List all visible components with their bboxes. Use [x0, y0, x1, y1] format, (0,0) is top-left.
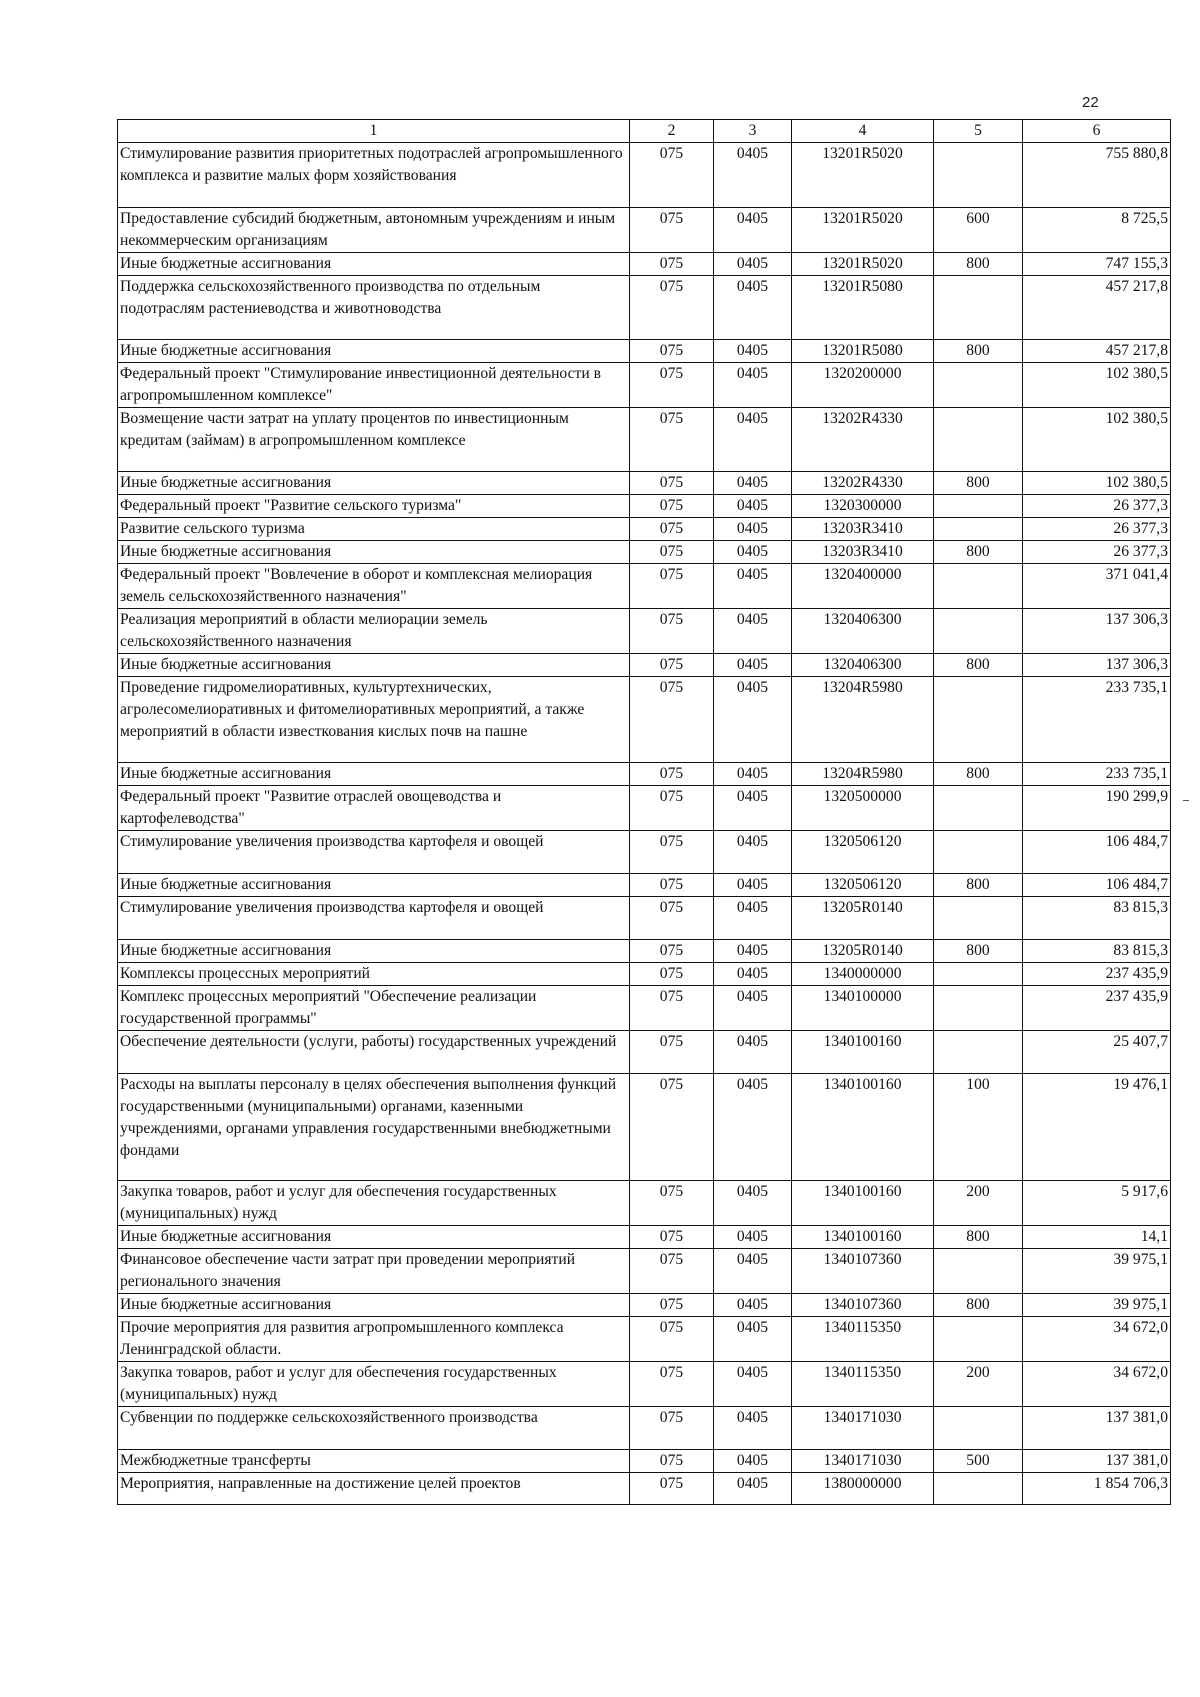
cell-section: 0405: [714, 874, 792, 897]
table-row: [118, 609, 1171, 654]
cell-target-article: 13205R0140: [792, 897, 934, 940]
table-row: [118, 1362, 1171, 1407]
cell-grbs: 075: [630, 986, 714, 1031]
cell-amount: 137 381,0: [1023, 1407, 1171, 1450]
table-row: [118, 763, 1171, 786]
cell-amount: 747 155,3: [1023, 253, 1171, 276]
cell-name: Мероприятия, направленные на достижение целей проектов: [118, 1473, 630, 1505]
table-row: [118, 208, 1171, 253]
cell-section: 0405: [714, 786, 792, 831]
table-row: [118, 963, 1171, 986]
cell-grbs: 075: [630, 1031, 714, 1074]
table-row: [118, 518, 1171, 541]
cell-name: Иные бюджетные ассигнования: [118, 472, 630, 495]
cell-amount: 5 917,6: [1023, 1181, 1171, 1226]
table-row: [118, 340, 1171, 363]
cell-target-article: 1320406300: [792, 609, 934, 654]
cell-grbs: 075: [630, 253, 714, 276]
cell-expense-kind: 800: [934, 253, 1023, 276]
cell-section: 0405: [714, 253, 792, 276]
cell-grbs: 075: [630, 609, 714, 654]
cell-expense-kind: [934, 786, 1023, 831]
cell-amount: 34 672,0: [1023, 1362, 1171, 1407]
column-header-4: 4: [792, 120, 934, 143]
table-row: [118, 1226, 1171, 1249]
cell-expense-kind: [934, 518, 1023, 541]
cell-grbs: 075: [630, 363, 714, 408]
cell-expense-kind: [934, 276, 1023, 340]
cell-target-article: 1320506120: [792, 831, 934, 874]
cell-expense-kind: [934, 564, 1023, 609]
cell-grbs: 075: [630, 208, 714, 253]
table-row: [118, 1317, 1171, 1362]
cell-section: 0405: [714, 143, 792, 208]
cell-expense-kind: 800: [934, 472, 1023, 495]
cell-section: 0405: [714, 276, 792, 340]
cell-name: Субвенции по поддержке сельскохозяйственного производства: [118, 1407, 630, 1450]
cell-section: 0405: [714, 1181, 792, 1226]
cell-name: Иные бюджетные ассигнования: [118, 940, 630, 963]
cell-expense-kind: 100: [934, 1074, 1023, 1181]
cell-target-article: 13202R4330: [792, 408, 934, 472]
cell-name: Комплексы процессных мероприятий: [118, 963, 630, 986]
cell-grbs: 075: [630, 143, 714, 208]
cell-grbs: 075: [630, 518, 714, 541]
cell-section: 0405: [714, 1317, 792, 1362]
cell-grbs: 075: [630, 1473, 714, 1505]
cell-grbs: 075: [630, 1181, 714, 1226]
cell-section: 0405: [714, 897, 792, 940]
cell-target-article: 1340115350: [792, 1317, 934, 1362]
cell-section: 0405: [714, 1362, 792, 1407]
cell-expense-kind: 800: [934, 654, 1023, 677]
cell-section: 0405: [714, 609, 792, 654]
table-row: [118, 363, 1171, 408]
cell-name: Поддержка сельскохозяйственного производства по отдельным подотраслям растениеводства и животноводства: [118, 276, 630, 340]
cell-target-article: 1340100160: [792, 1074, 934, 1181]
cell-section: 0405: [714, 518, 792, 541]
cell-target-article: 1340100160: [792, 1226, 934, 1249]
table-row: [118, 1074, 1171, 1181]
cell-target-article: 13203R3410: [792, 541, 934, 564]
cell-amount: 102 380,5: [1023, 408, 1171, 472]
budget-table: [117, 119, 1171, 1505]
cell-name: Обеспечение деятельности (услуги, работы) государственных учреждений: [118, 1031, 630, 1074]
cell-name: Расходы на выплаты персоналу в целях обеспечения выполнения функций государственными (муниципальными) органами, казенными учреждениями, органами управления государственными внебюджетными фондами: [118, 1074, 630, 1181]
cell-expense-kind: [934, 495, 1023, 518]
cell-name: Предоставление субсидий бюджетным, автономным учреждениям и иным некоммерческим организациям: [118, 208, 630, 253]
cell-name: Федеральный проект "Развитие сельского туризма": [118, 495, 630, 518]
cell-grbs: 075: [630, 1249, 714, 1294]
cell-target-article: 1340171030: [792, 1450, 934, 1473]
cell-name: Прочие мероприятия для развития агропромышленного комплекса Ленинградской области.: [118, 1317, 630, 1362]
scan-speck: [1183, 800, 1189, 801]
cell-grbs: 075: [630, 495, 714, 518]
cell-name: Закупка товаров, работ и услуг для обеспечения государственных (муниципальных) нужд: [118, 1362, 630, 1407]
cell-amount: 83 815,3: [1023, 940, 1171, 963]
cell-section: 0405: [714, 1074, 792, 1181]
cell-target-article: 1320500000: [792, 786, 934, 831]
cell-target-article: 13201R5080: [792, 340, 934, 363]
cell-expense-kind: [934, 677, 1023, 763]
cell-grbs: 075: [630, 940, 714, 963]
cell-grbs: 075: [630, 1450, 714, 1473]
cell-amount: 39 975,1: [1023, 1249, 1171, 1294]
cell-name: Межбюджетные трансферты: [118, 1450, 630, 1473]
table-row: [118, 1181, 1171, 1226]
cell-expense-kind: 800: [934, 340, 1023, 363]
cell-target-article: 13204R5980: [792, 763, 934, 786]
cell-expense-kind: 200: [934, 1181, 1023, 1226]
cell-grbs: 075: [630, 1317, 714, 1362]
cell-amount: 102 380,5: [1023, 472, 1171, 495]
cell-target-article: 13203R3410: [792, 518, 934, 541]
cell-section: 0405: [714, 1249, 792, 1294]
cell-expense-kind: 800: [934, 874, 1023, 897]
cell-name: Иные бюджетные ассигнования: [118, 253, 630, 276]
table-row: [118, 1450, 1171, 1473]
cell-amount: 106 484,7: [1023, 874, 1171, 897]
cell-grbs: 075: [630, 831, 714, 874]
cell-target-article: 1320200000: [792, 363, 934, 408]
cell-amount: 237 435,9: [1023, 986, 1171, 1031]
cell-grbs: 075: [630, 1294, 714, 1317]
table-row: [118, 1473, 1171, 1505]
cell-target-article: 1340100160: [792, 1181, 934, 1226]
cell-amount: 371 041,4: [1023, 564, 1171, 609]
cell-expense-kind: [934, 143, 1023, 208]
cell-expense-kind: 800: [934, 763, 1023, 786]
cell-grbs: 075: [630, 963, 714, 986]
cell-expense-kind: [934, 1249, 1023, 1294]
cell-amount: 14,1: [1023, 1226, 1171, 1249]
cell-amount: 26 377,3: [1023, 495, 1171, 518]
cell-target-article: 1340107360: [792, 1294, 934, 1317]
page-number: 22: [1082, 94, 1099, 111]
cell-section: 0405: [714, 472, 792, 495]
cell-amount: 1 854 706,3: [1023, 1473, 1171, 1505]
cell-amount: 137 306,3: [1023, 654, 1171, 677]
cell-section: 0405: [714, 1473, 792, 1505]
cell-grbs: 075: [630, 564, 714, 609]
cell-name: Иные бюджетные ассигнования: [118, 1294, 630, 1317]
cell-section: 0405: [714, 763, 792, 786]
cell-amount: 137 381,0: [1023, 1450, 1171, 1473]
table-row: [118, 253, 1171, 276]
cell-grbs: 075: [630, 897, 714, 940]
cell-target-article: 1380000000: [792, 1473, 934, 1505]
cell-grbs: 075: [630, 276, 714, 340]
cell-section: 0405: [714, 408, 792, 472]
cell-section: 0405: [714, 495, 792, 518]
cell-grbs: 075: [630, 1362, 714, 1407]
cell-name: Реализация мероприятий в области мелиорации земель сельскохозяйственного назначения: [118, 609, 630, 654]
table-row: [118, 1294, 1171, 1317]
cell-grbs: 075: [630, 472, 714, 495]
cell-expense-kind: 800: [934, 541, 1023, 564]
cell-target-article: 1320400000: [792, 564, 934, 609]
table-row: [118, 786, 1171, 831]
cell-expense-kind: [934, 963, 1023, 986]
cell-name: Иные бюджетные ассигнования: [118, 763, 630, 786]
cell-amount: 25 407,7: [1023, 1031, 1171, 1074]
cell-section: 0405: [714, 677, 792, 763]
cell-expense-kind: 800: [934, 1294, 1023, 1317]
cell-name: Стимулирование развития приоритетных подотраслей агропромышленного комплекса и развитие малых форм хозяйствования: [118, 143, 630, 208]
table-row: [118, 986, 1171, 1031]
cell-name: Возмещение части затрат на уплату процентов по инвестиционным кредитам (займам) в агропромышленном комплексе: [118, 408, 630, 472]
cell-section: 0405: [714, 940, 792, 963]
cell-target-article: 1320406300: [792, 654, 934, 677]
cell-target-article: 1340115350: [792, 1362, 934, 1407]
cell-grbs: 075: [630, 874, 714, 897]
cell-target-article: 1320300000: [792, 495, 934, 518]
cell-target-article: 1340107360: [792, 1249, 934, 1294]
cell-expense-kind: [934, 408, 1023, 472]
cell-expense-kind: [934, 1473, 1023, 1505]
table-body: [118, 143, 1171, 1505]
cell-amount: 83 815,3: [1023, 897, 1171, 940]
cell-grbs: 075: [630, 786, 714, 831]
cell-expense-kind: [934, 897, 1023, 940]
cell-target-article: 13201R5020: [792, 143, 934, 208]
cell-expense-kind: [934, 986, 1023, 1031]
cell-name: Комплекс процессных мероприятий "Обеспечение реализации государственной программы": [118, 986, 630, 1031]
cell-name: Федеральный проект "Стимулирование инвестиционной деятельности в агропромышленном комплексе": [118, 363, 630, 408]
table-row: [118, 541, 1171, 564]
cell-section: 0405: [714, 654, 792, 677]
table-row: [118, 1407, 1171, 1450]
cell-section: 0405: [714, 831, 792, 874]
cell-amount: 39 975,1: [1023, 1294, 1171, 1317]
cell-name: Проведение гидромелиоративных, культуртехнических, агролесомелиоративных и фитомелиоративных мероприятий, а также мероприятий в области известкования кислых почв на пашне: [118, 677, 630, 763]
cell-expense-kind: 200: [934, 1362, 1023, 1407]
cell-amount: 8 725,5: [1023, 208, 1171, 253]
cell-name: Иные бюджетные ассигнования: [118, 654, 630, 677]
cell-section: 0405: [714, 1031, 792, 1074]
cell-amount: 26 377,3: [1023, 541, 1171, 564]
cell-name: Иные бюджетные ассигнования: [118, 1226, 630, 1249]
cell-name: Федеральный проект "Вовлечение в оборот и комплексная мелиорация земель сельскохозяйственного назначения": [118, 564, 630, 609]
cell-amount: 19 476,1: [1023, 1074, 1171, 1181]
cell-amount: 106 484,7: [1023, 831, 1171, 874]
column-header-3: 3: [714, 120, 792, 143]
cell-name: Стимулирование увеличения производства картофеля и овощей: [118, 831, 630, 874]
cell-target-article: 1340100000: [792, 986, 934, 1031]
cell-amount: 755 880,8: [1023, 143, 1171, 208]
cell-expense-kind: 600: [934, 208, 1023, 253]
cell-section: 0405: [714, 340, 792, 363]
cell-section: 0405: [714, 1294, 792, 1317]
cell-section: 0405: [714, 564, 792, 609]
cell-expense-kind: [934, 363, 1023, 408]
cell-name: Иные бюджетные ассигнования: [118, 340, 630, 363]
table-row: [118, 143, 1171, 208]
table-row: [118, 495, 1171, 518]
table-row: [118, 897, 1171, 940]
cell-grbs: 075: [630, 1074, 714, 1181]
cell-target-article: 13205R0140: [792, 940, 934, 963]
cell-target-article: 13201R5020: [792, 253, 934, 276]
cell-name: Федеральный проект "Развитие отраслей овощеводства и картофелеводства": [118, 786, 630, 831]
cell-section: 0405: [714, 963, 792, 986]
cell-expense-kind: 800: [934, 1226, 1023, 1249]
cell-expense-kind: [934, 1407, 1023, 1450]
cell-amount: 26 377,3: [1023, 518, 1171, 541]
cell-amount: 190 299,9: [1023, 786, 1171, 831]
column-header-6: 6: [1023, 120, 1171, 143]
table-header-row: [118, 120, 1171, 143]
cell-section: 0405: [714, 1226, 792, 1249]
cell-section: 0405: [714, 1407, 792, 1450]
cell-section: 0405: [714, 1450, 792, 1473]
table-row: [118, 1249, 1171, 1294]
table-row: [118, 940, 1171, 963]
table-row: [118, 874, 1171, 897]
table-row: [118, 408, 1171, 472]
cell-section: 0405: [714, 541, 792, 564]
table-row: [118, 276, 1171, 340]
cell-expense-kind: [934, 1317, 1023, 1362]
table-row: [118, 831, 1171, 874]
cell-expense-kind: [934, 1031, 1023, 1074]
cell-amount: 457 217,8: [1023, 276, 1171, 340]
cell-amount: 233 735,1: [1023, 677, 1171, 763]
cell-name: Финансовое обеспечение части затрат при проведении мероприятий регионального значения: [118, 1249, 630, 1294]
cell-grbs: 075: [630, 541, 714, 564]
cell-amount: 233 735,1: [1023, 763, 1171, 786]
cell-target-article: 13202R4330: [792, 472, 934, 495]
column-header-5: 5: [934, 120, 1023, 143]
cell-target-article: 1340171030: [792, 1407, 934, 1450]
cell-name: Иные бюджетные ассигнования: [118, 541, 630, 564]
table-row: [118, 654, 1171, 677]
cell-grbs: 075: [630, 677, 714, 763]
cell-name: Стимулирование увеличения производства картофеля и овощей: [118, 897, 630, 940]
cell-amount: 237 435,9: [1023, 963, 1171, 986]
cell-grbs: 075: [630, 763, 714, 786]
cell-grbs: 075: [630, 1407, 714, 1450]
cell-name: Развитие сельского туризма: [118, 518, 630, 541]
cell-target-article: 13204R5980: [792, 677, 934, 763]
cell-section: 0405: [714, 363, 792, 408]
cell-grbs: 075: [630, 1226, 714, 1249]
cell-expense-kind: [934, 831, 1023, 874]
table-row: [118, 677, 1171, 763]
cell-section: 0405: [714, 986, 792, 1031]
cell-target-article: 13201R5020: [792, 208, 934, 253]
column-header-2: 2: [630, 120, 714, 143]
cell-grbs: 075: [630, 654, 714, 677]
cell-target-article: 13201R5080: [792, 276, 934, 340]
table-row: [118, 564, 1171, 609]
cell-section: 0405: [714, 208, 792, 253]
cell-amount: 457 217,8: [1023, 340, 1171, 363]
cell-expense-kind: 800: [934, 940, 1023, 963]
cell-name: Иные бюджетные ассигнования: [118, 874, 630, 897]
cell-target-article: 1320506120: [792, 874, 934, 897]
column-header-1: 1: [118, 120, 630, 143]
table-row: [118, 472, 1171, 495]
cell-expense-kind: 500: [934, 1450, 1023, 1473]
cell-amount: 137 306,3: [1023, 609, 1171, 654]
cell-grbs: 075: [630, 340, 714, 363]
cell-expense-kind: [934, 609, 1023, 654]
cell-target-article: 1340000000: [792, 963, 934, 986]
cell-amount: 102 380,5: [1023, 363, 1171, 408]
cell-name: Закупка товаров, работ и услуг для обеспечения государственных (муниципальных) нужд: [118, 1181, 630, 1226]
cell-target-article: 1340100160: [792, 1031, 934, 1074]
table-row: [118, 1031, 1171, 1074]
cell-grbs: 075: [630, 408, 714, 472]
cell-amount: 34 672,0: [1023, 1317, 1171, 1362]
